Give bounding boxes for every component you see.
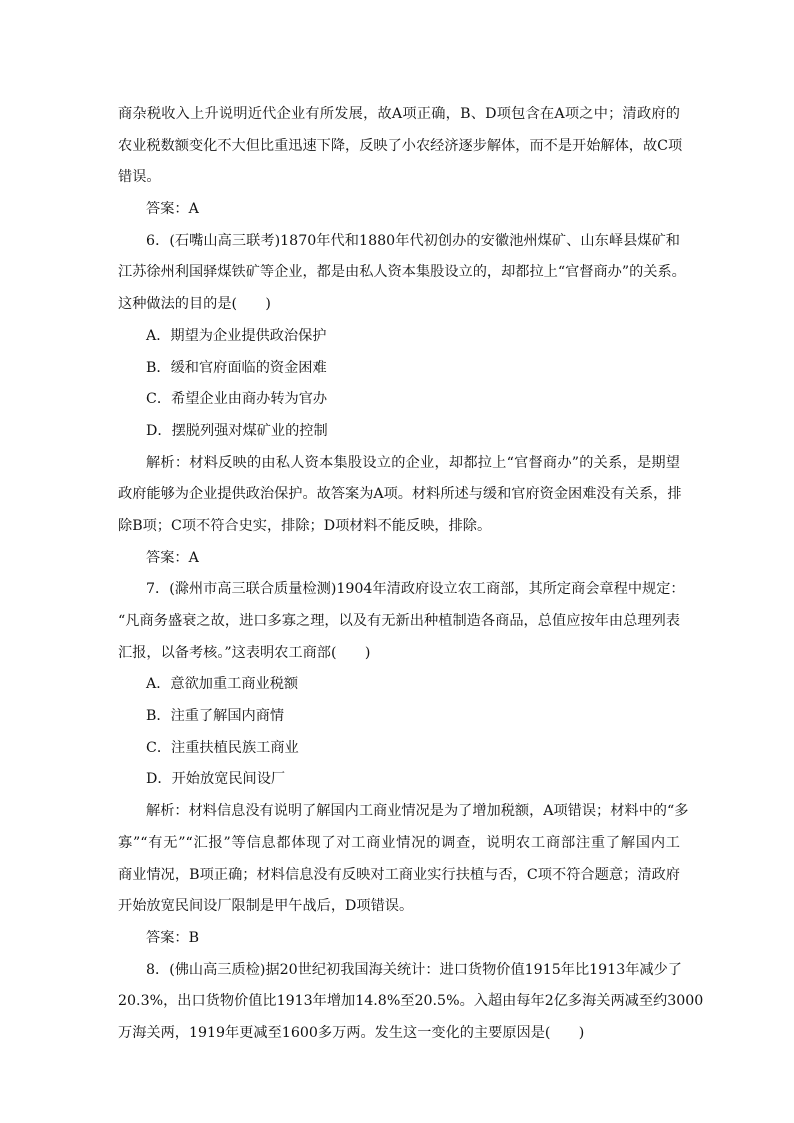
answer-line: 答案：A	[146, 201, 199, 218]
q7-stem-line: 7．(滁州市高三联合质量检测)1904年清政府设立农工商部，其所定商会章程中规定：	[146, 581, 685, 598]
q6-option-b: B．缓和官府面临的资金困难	[146, 359, 327, 376]
q7-option-c: C．注重扶植民族工商业	[146, 739, 299, 756]
q6-answer: 答案：A	[146, 549, 199, 566]
q7-answer: 答案：B	[146, 929, 199, 946]
q6-option-a: A．期望为企业提供政治保护	[146, 327, 327, 344]
document-page	[118, 99, 704, 1050]
q7-explanation-line: 商业情况，B项正确；材料信息没有反映对工商业实行扶植与否，C项不符合题意；清政府	[118, 866, 680, 883]
q7-option-b: B．注重了解国内商情	[146, 708, 285, 725]
q7-explanation-line: 寡”“有无”“汇报”等信息都体现了对工商业情况的调查，说明农工商部注重了解国内工	[118, 834, 680, 851]
q6-explanation-line: 政府能够为企业提供政治保护。故答案为A项。材料所述与缓和官府资金困难没有关系，排	[118, 486, 682, 503]
q7-stem-line: 汇报，以备考核。”这表明农工商部( )	[118, 644, 371, 661]
q6-option-c: C．希望企业由商办转为官办	[146, 391, 328, 408]
q8-stem-line: 20.3%，出口货物价值比1913年增加14.8%至20.5%。入超由每年2亿多海关两减至约3000	[118, 993, 704, 1010]
q6-stem-line: 江苏徐州利国驿煤铁矿等企业，都是由私人资本集股设立的，却都拉上“官督商办”的关系。	[118, 264, 686, 281]
q7-stem-line: “凡商务盛衰之故，进口多寡之理，以及有无新出种植制造各商品，总值应按年由总理列表	[118, 613, 680, 629]
q6-explanation-line: 除B项；C项不符合史实，排除；D项材料不能反映，排除。	[118, 517, 492, 534]
explanation-line: 农业税数额变化不大但比重迅速下降，反映了小农经济逐步解体，而不是开始解体，故C项	[118, 137, 683, 154]
q7-option-d: D．开始放宽民间设厂	[146, 771, 286, 788]
q7-explanation-line: 解析：材料信息没有说明了解国内工商业情况是为了增加税额，A项错误；材料中的“多	[146, 803, 689, 820]
q6-explanation-line: 解析：材料反映的由私人资本集股设立的企业，却都拉上“官督商办”的关系，是期望	[146, 454, 680, 471]
q7-explanation-line: 开始放宽民间设厂限制是甲午战后，D项错误。	[118, 898, 414, 915]
q7-option-a: A．意欲加重工商业税额	[146, 676, 299, 693]
explanation-line: 错误。	[118, 169, 161, 186]
q8-stem-line: 万海关两，1919年更减至1600多万两。发生这一变化的主要原因是( )	[118, 1024, 585, 1041]
explanation-line: 商杂税收入上升说明近代企业有所发展，故A项正确，B、D项包含在A项之中；清政府的	[118, 106, 680, 122]
q6-option-d: D．摆脱列强对煤矿业的控制	[146, 422, 328, 439]
q8-stem-line: 8．(佛山高三质检)据20世纪初我国海关统计：进口货物价值1915年比1913年减少了	[146, 961, 682, 978]
q6-stem-line: 6．(石嘴山高三联考)1870年代和1880年代初创办的安徽池州煤矿、山东峄县煤矿和	[146, 232, 680, 249]
q6-stem-line: 这种做法的目的是( )	[118, 296, 271, 313]
